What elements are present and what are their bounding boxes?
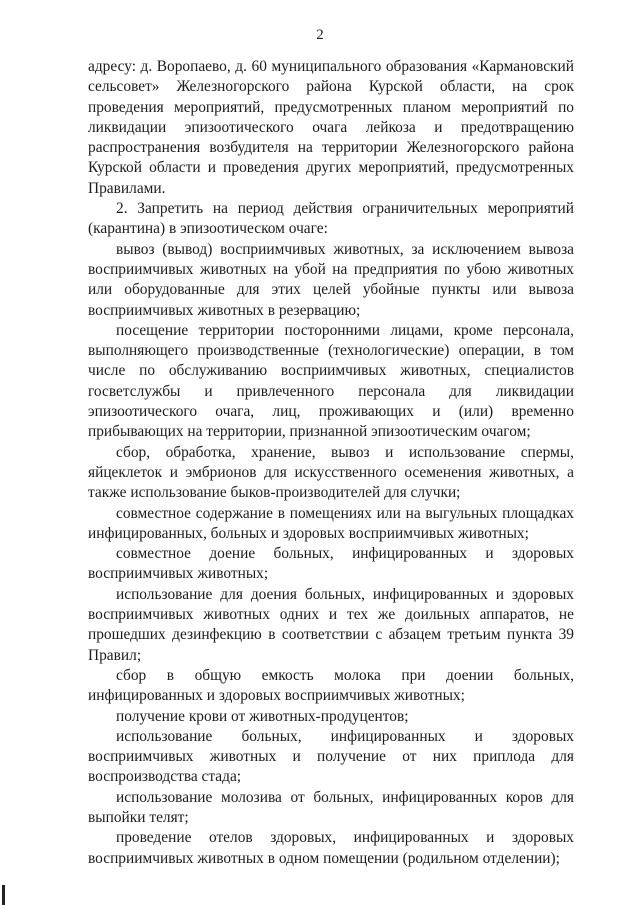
paragraph-ban-visitors: посещение территории посторонними лицами, кроме персонала, выполняющего производственные (технологические) операции, в том числе по обслуживанию восприимчивых животных, специалистов госветслужбы и привлеченного персонала для ликвидации эпизоотического очага, лиц, проживающих и (или) временно прибывающих на территории, признанной эпизоотическим очагом;	[88, 321, 574, 441]
paragraph-ban-semen-collection: сбор, обработка, хранение, вывоз и использование спермы, яйцеклеток и эмбрионов для искусственного осеменения животных, а также использование быков-производителей для случки;	[88, 443, 574, 502]
page-number: 2	[316, 27, 324, 43]
scan-edge-mark	[2, 885, 5, 905]
paragraph-ban-breeding-use: использование больных, инфицированных и здоровых восприимчивых животных и получение от них приплода для воспроизводства стада;	[88, 727, 574, 786]
paragraph-ban-colostrum-use: использование молозива от больных, инфицированных коров для выпойки телят;	[88, 788, 574, 826]
paragraph-ban-animal-removal: вывоз (вывод) восприимчивых животных, за исключением вывоза восприимчивых животных на убой на предприятия по убою животных или оборудованные для этих целей убойные пункты или вывоза восприимчивых животных в резервацию;	[88, 240, 574, 319]
document-body	[88, 57, 574, 869]
paragraph-ban-joint-milking: совместное доение больных, инфицированных и здоровых восприимчивых животных;	[88, 545, 574, 583]
paragraph-ban-blood-collection: получение крови от животных-продуцентов;	[116, 707, 409, 725]
paragraph-item-2-heading: 2. Запретить на период действия ограничительных мероприятий (карантина) в эпизоотическом очаге:	[88, 200, 574, 238]
paragraph-ban-joint-housing: совместное содержание в помещениях или на выгульных площадках инфицированных, больных и здоровых восприимчивых животных;	[88, 504, 574, 542]
paragraph-continuation-address: адресу: д. Воропаево, д. 60 муниципального образования «Кармановский сельсовет» Железногорского района Курской области, на срок проведения мероприятий, предусмотренных планом мероприятий по ликвидации эпизоотического очага лейкоза и предотвращению распространения возбудителя на территории Железногорского района Курской области и проведения других мероприятий, предусмотренных Правилами.	[88, 58, 574, 197]
paragraph-ban-shared-milking-machines: использование для доения больных, инфицированных и здоровых восприимчивых животных одних и тех же доильных аппаратов, не прошедших дезинфекцию в соответствии с абзацем третьим пункта 39 Правил;	[88, 585, 574, 664]
paragraph-ban-joint-calving: проведение отелов здоровых, инфицированных и здоровых восприимчивых животных в одном помещении (родильном отделении);	[88, 829, 574, 867]
paragraph-ban-common-milk-container: сбор в общую емкость молока при доении больных, инфицированных и здоровых восприимчивых животных;	[88, 666, 574, 705]
